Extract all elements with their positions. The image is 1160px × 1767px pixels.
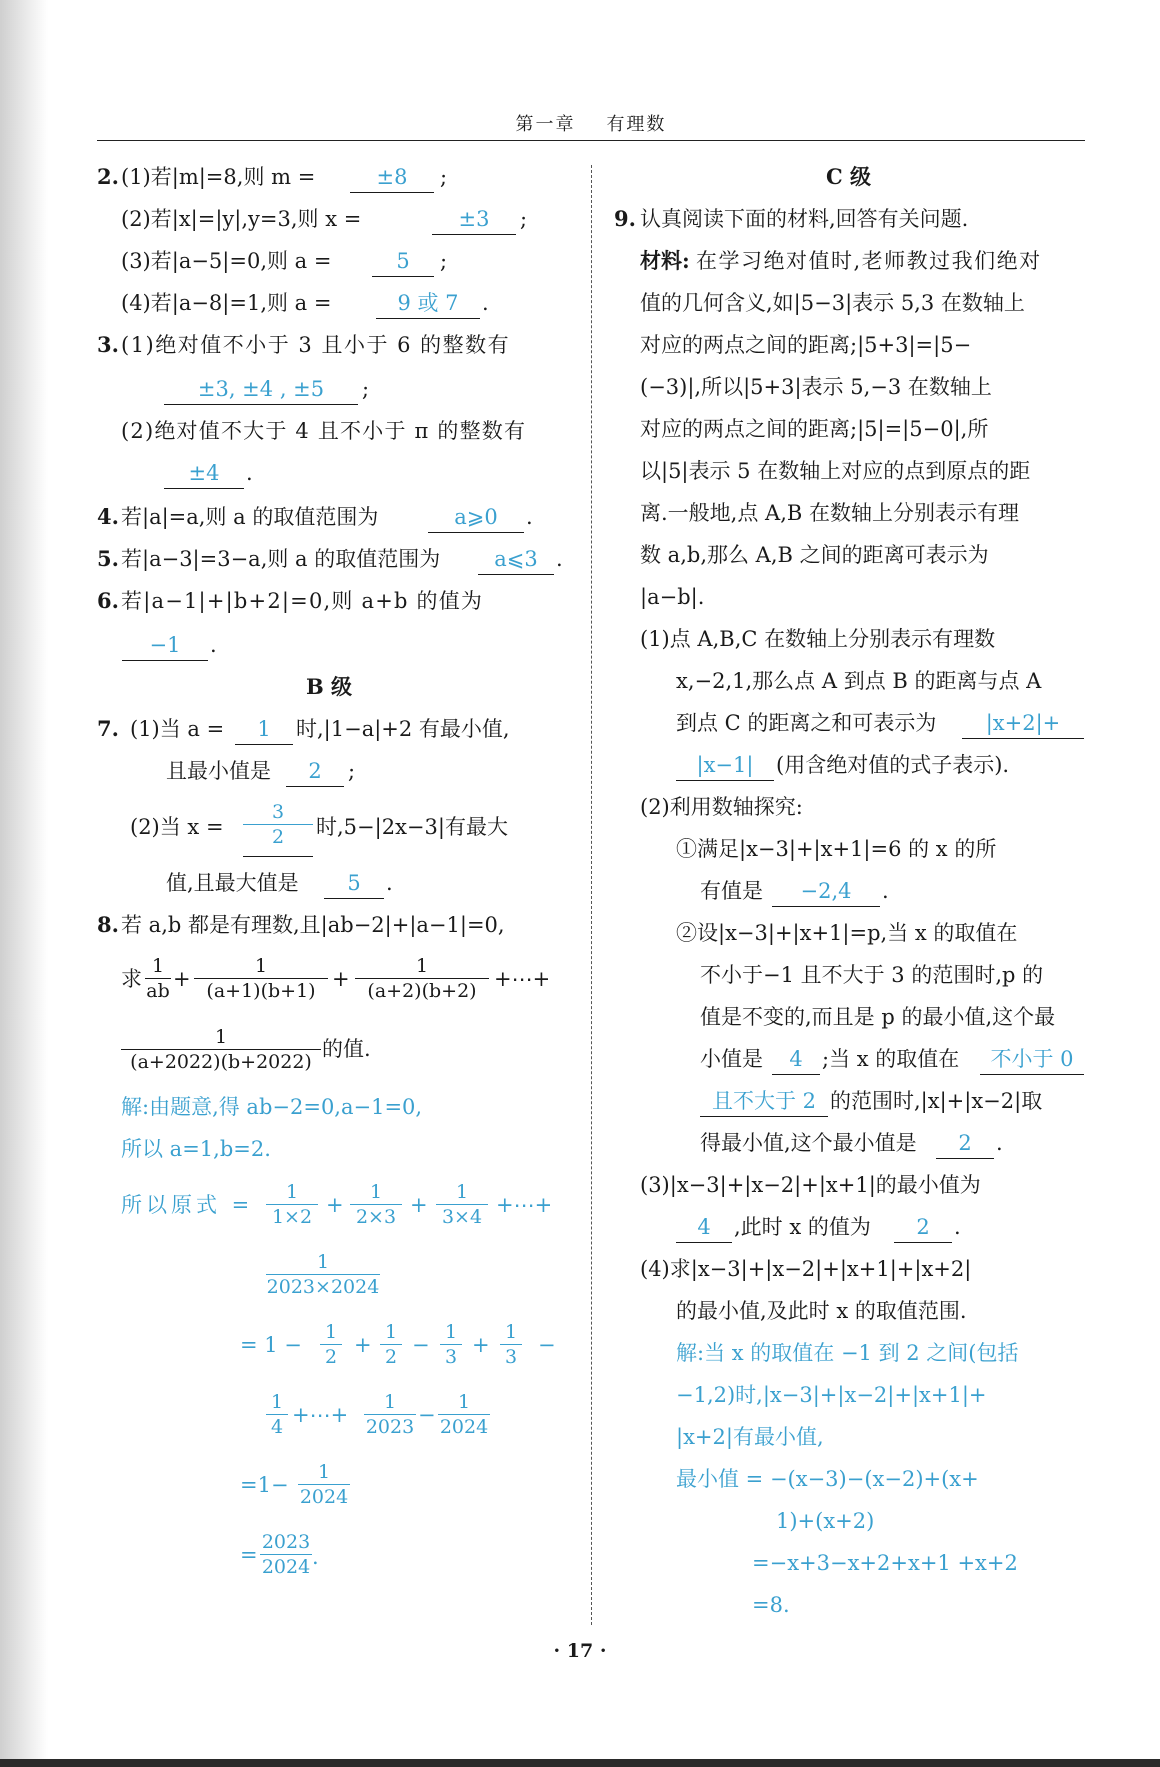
answer-blank: −1 bbox=[122, 630, 208, 661]
numerator: 1 bbox=[151, 955, 165, 977]
numerator: 1 bbox=[457, 1391, 471, 1413]
answer-blank: |x−1| bbox=[676, 750, 774, 781]
question-text: (1)当 a = bbox=[130, 717, 225, 741]
denominator: 2×3 bbox=[350, 1204, 402, 1229]
question-text: 小值是 bbox=[700, 1047, 763, 1071]
punct: . bbox=[996, 1131, 1003, 1155]
question-text: 得最小值,这个最小值是 bbox=[700, 1131, 917, 1155]
answer-fraction bbox=[243, 800, 313, 849]
question-text: (2)若|x|=|y|,y=3,则 x = bbox=[121, 207, 362, 231]
fraction bbox=[194, 954, 328, 1003]
fraction bbox=[260, 1530, 312, 1579]
answer-blank: 5 bbox=[372, 246, 434, 277]
numerator: 1 bbox=[384, 1321, 398, 1343]
operator: + bbox=[410, 1193, 428, 1217]
numerator: 1 bbox=[270, 1391, 284, 1413]
solution-line: 解:由题意,得 ab−2=0,a−1=0, bbox=[121, 1095, 423, 1119]
question-text: 求 bbox=[121, 967, 142, 991]
solution-line: 解:当 x 的取值在 −1 到 2 之间(包括 bbox=[676, 1341, 1019, 1365]
numerator: 1 bbox=[504, 1321, 518, 1343]
question-text: (1)若|m|=8,则 m = bbox=[121, 165, 316, 189]
punct: . bbox=[526, 505, 533, 529]
answer-blank: 2 bbox=[286, 756, 344, 787]
chapter-label: 第一章 bbox=[515, 114, 576, 135]
solution-line: =1− bbox=[240, 1473, 289, 1497]
question-text: 时,5−|2x−3|有最大 bbox=[316, 815, 508, 839]
fraction bbox=[266, 1180, 318, 1229]
question-number: 3. bbox=[97, 332, 119, 357]
question-text: (3)若|a−5|=0,则 a = bbox=[121, 249, 332, 273]
material-line: 在学习绝对值时,老师教过我们绝对 bbox=[696, 249, 1042, 273]
question-text: 且最小值是 bbox=[166, 759, 271, 783]
question-number: 6. bbox=[97, 588, 119, 613]
question-text: (2)绝对值不大于 4 且不小于 π 的整数有 bbox=[121, 419, 527, 443]
denominator: ab bbox=[146, 980, 170, 1002]
operator: +⋯+ bbox=[496, 1193, 553, 1217]
level-heading: C 级 bbox=[826, 164, 872, 189]
answer-blank: 1 bbox=[235, 714, 293, 745]
question-text: 有值是 bbox=[700, 879, 763, 903]
answer-blank: 4 bbox=[772, 1044, 820, 1075]
question-number: 8. bbox=[97, 912, 119, 937]
solution-line: 所以 a=1,b=2. bbox=[121, 1137, 271, 1161]
answer-blank: 4 bbox=[676, 1212, 732, 1243]
answer-blank: a⩾0 bbox=[428, 502, 524, 533]
question-text: (4)若|a−8|=1,则 a = bbox=[121, 291, 332, 315]
question-text: (用含绝对值的式子表示). bbox=[776, 753, 1010, 777]
question-text: 认真阅读下面的材料,回答有关问题. bbox=[640, 207, 969, 231]
question-text: 若|a−3|=3−a,则 a 的取值范围为 bbox=[121, 547, 441, 571]
denominator: 2024 bbox=[439, 1416, 489, 1438]
question-number: 4. bbox=[97, 504, 119, 529]
denominator: 4 bbox=[266, 1414, 288, 1439]
punct: ; bbox=[348, 759, 356, 783]
punct: . bbox=[386, 871, 393, 895]
operator: + bbox=[332, 967, 350, 991]
numerator: 3 bbox=[271, 801, 285, 823]
numerator: 1 bbox=[254, 955, 268, 977]
numerator: 1 bbox=[369, 1181, 383, 1203]
question-text: (1)绝对值不小于 3 且小于 6 的整数有 bbox=[121, 333, 511, 357]
question-text: 若 a,b 都是有理数,且|ab−2|+|a−1|=0, bbox=[121, 913, 505, 937]
material-line: 对应的两点之间的距离;|5|=|5−0|,所 bbox=[640, 417, 989, 441]
punct: . bbox=[246, 461, 253, 485]
operator: +⋯+ bbox=[292, 1403, 349, 1427]
fraction bbox=[350, 1180, 402, 1229]
denominator: 1×2 bbox=[266, 1204, 318, 1229]
denominator: 2024 bbox=[261, 1556, 311, 1578]
operator: + bbox=[354, 1333, 372, 1357]
page-number: · 17 · bbox=[553, 1640, 607, 1662]
operator: + bbox=[173, 967, 191, 991]
question-text: 的最小值,及此时 x 的取值范围. bbox=[676, 1299, 967, 1323]
material-line: 以|5|表示 5 在数轴上对应的点到原点的距 bbox=[640, 459, 1031, 483]
question-text: 的值. bbox=[322, 1037, 371, 1061]
bottom-bar bbox=[0, 1759, 1160, 1767]
answer-blank: ±4 bbox=[164, 458, 244, 489]
punct: ; bbox=[440, 165, 448, 189]
denominator: 3 bbox=[500, 1344, 522, 1369]
denominator: 2023 bbox=[365, 1416, 415, 1438]
operator: + bbox=[326, 1193, 344, 1217]
denominator: (a+2)(b+2) bbox=[355, 978, 489, 1003]
page-edge-shadow bbox=[0, 0, 48, 1767]
solution-line: =8. bbox=[752, 1593, 790, 1617]
chapter-title: 有理数 bbox=[606, 114, 667, 135]
answer-blank: ±8 bbox=[350, 162, 434, 193]
answer-blank: 9 或 7 bbox=[376, 288, 480, 319]
fraction bbox=[121, 1025, 321, 1074]
punct: ; bbox=[362, 377, 370, 401]
answer-blank: ±3 bbox=[432, 204, 516, 235]
fraction bbox=[364, 1390, 416, 1439]
question-text: 若|a|=a,则 a 的取值范围为 bbox=[121, 505, 379, 529]
denominator: (a+1)(b+1) bbox=[194, 978, 328, 1003]
numerator: 1 bbox=[444, 1321, 458, 1343]
fraction bbox=[500, 1320, 522, 1369]
answer-blank: −2,4 bbox=[772, 876, 880, 907]
numerator: 1 bbox=[455, 1181, 469, 1203]
punct: . bbox=[210, 633, 217, 657]
solution-line: 最小值 = −(x−3)−(x−2)+(x+ bbox=[676, 1467, 979, 1491]
question-text: 若|a−1|+|b+2|=0,则 a+b 的值为 bbox=[121, 589, 484, 613]
solution-line: 1)+(x+2) bbox=[776, 1509, 875, 1533]
material-line: 值的几何含义,如|5−3|表示 5,3 在数轴上 bbox=[640, 291, 1025, 315]
answer-blank: |x+2|+ bbox=[962, 708, 1084, 739]
question-text: 值是不变的,而且是 p 的最小值,这个最 bbox=[700, 1005, 1056, 1029]
denominator: (a+2022)(b+2022) bbox=[121, 1049, 321, 1074]
numerator: 1 bbox=[285, 1181, 299, 1203]
fraction bbox=[355, 954, 489, 1003]
punct: . bbox=[482, 291, 489, 315]
numerator: 1 bbox=[383, 1391, 397, 1413]
answer-blank: 不小于 0 bbox=[980, 1044, 1084, 1075]
level-heading: B 级 bbox=[306, 674, 353, 699]
denominator: 2023×2024 bbox=[266, 1276, 380, 1298]
fraction bbox=[298, 1460, 350, 1509]
header-rule bbox=[97, 140, 1085, 141]
question-text: 时,|1−a|+2 有最小值, bbox=[296, 717, 510, 741]
question-number: 7. bbox=[97, 716, 119, 741]
numerator: 1 bbox=[316, 1251, 330, 1273]
numerator: 1 bbox=[324, 1321, 338, 1343]
question-text: (2)当 x = bbox=[130, 815, 224, 839]
punct: ; bbox=[520, 207, 528, 231]
solution-line: |x+2|有最小值, bbox=[676, 1425, 824, 1449]
question-text: (2)利用数轴探究: bbox=[640, 795, 803, 819]
material-line: 数 a,b,那么 A,B 之间的距离可表示为 bbox=[640, 543, 989, 567]
fraction bbox=[436, 1180, 488, 1229]
fraction bbox=[438, 1390, 490, 1439]
solution-line: 所以原式 = bbox=[121, 1193, 254, 1217]
denominator: 2 bbox=[380, 1344, 402, 1369]
solution-line: −1,2)时,|x−3|+|x−2|+|x+1|+ bbox=[676, 1383, 987, 1407]
column-divider bbox=[591, 165, 592, 1625]
question-text: (1)点 A,B,C 在数轴上分别表示有理数 bbox=[640, 627, 996, 651]
question-text: (4)求|x−3|+|x−2|+|x+1|+|x+2| bbox=[640, 1257, 972, 1281]
answer-blank: 2 bbox=[894, 1212, 952, 1243]
question-number: 2. bbox=[97, 164, 119, 189]
question-text: ,此时 x 的值为 bbox=[734, 1215, 871, 1239]
operator: − bbox=[538, 1333, 556, 1357]
fraction bbox=[266, 1250, 380, 1299]
answer-blank: 5 bbox=[324, 868, 384, 899]
denominator: 2 bbox=[320, 1344, 342, 1369]
denominator: 3×4 bbox=[436, 1204, 488, 1229]
numerator: 1 bbox=[317, 1461, 331, 1483]
fraction bbox=[320, 1320, 342, 1369]
answer-blank: 且不大于 2 bbox=[700, 1086, 828, 1117]
fraction bbox=[266, 1390, 288, 1439]
numerator: 2023 bbox=[261, 1531, 311, 1553]
question-text: 到点 C 的距离之和可表示为 bbox=[676, 711, 937, 735]
question-text: x,−2,1,那么点 A 到点 B 的距离与点 A bbox=[676, 669, 1042, 693]
question-text: ;当 x 的取值在 bbox=[822, 1047, 960, 1071]
operator: − bbox=[418, 1403, 436, 1427]
operator: +⋯+ bbox=[494, 967, 551, 991]
question-text: 值,且最大值是 bbox=[166, 871, 299, 895]
material-line: |a−b|. bbox=[640, 585, 705, 609]
punct: . bbox=[954, 1215, 961, 1239]
material-line: 离.一般地,点 A,B 在数轴上分别表示有理 bbox=[640, 501, 1019, 525]
answer-blank: a⩽3 bbox=[478, 544, 554, 575]
denominator: 2 bbox=[243, 824, 313, 849]
material-line: 对应的两点之间的距离;|5+3|=|5− bbox=[640, 333, 972, 357]
denominator: 3 bbox=[440, 1344, 462, 1369]
answer-underline bbox=[243, 856, 313, 857]
question-text: ①满足|x−3|+|x+1|=6 的 x 的所 bbox=[676, 837, 997, 861]
numerator: 1 bbox=[214, 1026, 228, 1048]
answer-blank: ±3, ±4 , ±5 bbox=[164, 374, 358, 405]
solution-line: =−x+3−x+2+x+1 +x+2 bbox=[752, 1551, 1018, 1575]
question-number: 9. bbox=[614, 206, 636, 231]
fraction bbox=[380, 1320, 402, 1369]
answer-blank: 2 bbox=[936, 1128, 994, 1159]
fraction bbox=[145, 954, 171, 1003]
question-text: 不小于−1 且不大于 3 的范围时,p 的 bbox=[700, 963, 1044, 987]
punct: ; bbox=[440, 249, 448, 273]
question-text: ②设|x−3|+|x+1|=p,当 x 的取值在 bbox=[676, 921, 1018, 945]
punct: . bbox=[556, 547, 563, 571]
question-text: 的范围时,|x|+|x−2|取 bbox=[830, 1089, 1043, 1113]
operator: − bbox=[412, 1333, 430, 1357]
denominator: 2024 bbox=[299, 1486, 349, 1508]
page-header bbox=[97, 110, 1085, 136]
punct: . bbox=[882, 879, 889, 903]
fraction bbox=[440, 1320, 462, 1369]
material-line: (−3)|,所以|5+3|表示 5,−3 在数轴上 bbox=[640, 375, 992, 399]
material-label: 材料: bbox=[640, 248, 690, 273]
solution-line: = bbox=[240, 1543, 258, 1567]
punct: . bbox=[312, 1545, 319, 1569]
question-number: 5. bbox=[97, 546, 119, 571]
solution-line: = 1 − bbox=[240, 1333, 302, 1357]
numerator: 1 bbox=[415, 955, 429, 977]
question-text: (3)|x−3|+|x−2|+|x+1|的最小值为 bbox=[640, 1173, 981, 1197]
operator: + bbox=[472, 1333, 490, 1357]
